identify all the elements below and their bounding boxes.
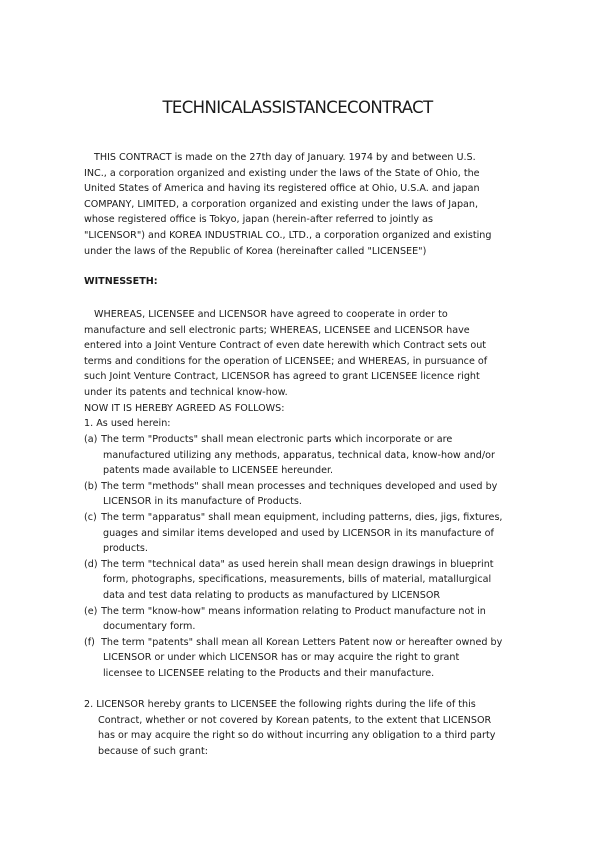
definition-e-mark: (e)	[84, 605, 98, 617]
whereas-line: terms and conditions for the operation of LICENSEE; and WHEREAS, in pursuance of	[84, 355, 488, 367]
definition-c-mark: (c)	[84, 511, 97, 523]
definition-d-mark: (d)	[84, 558, 98, 570]
definition-d-line	[84, 557, 503, 573]
intro-line: INC., a corporation organized and existing under the laws of the State of Ohio, the	[84, 167, 480, 179]
intro-line: under the laws of the Republic of Korea (hereinafter called "LICENSEE")	[84, 245, 427, 257]
definition-d-line: data and test data relating to products as manufactured by LICENSOR	[103, 589, 441, 601]
definition-f-line: licensee to LICENSEE relating to the Products and their manufacture.	[103, 667, 435, 679]
clause-2-line: Contract, whether or not covered by Korean patents, to the extent that LICENSOR	[98, 714, 492, 726]
intro-line: THIS CONTRACT is made on the 27th day of January. 1974 by and between U.S.	[94, 152, 476, 163]
clause-2-paragraph	[84, 697, 495, 759]
whereas-line: such Joint Venture Contract, LICENSOR has agreed to grant LICENSEE licence right	[84, 371, 480, 383]
definition-c-line: products.	[103, 543, 148, 555]
witnesseth-heading: WITNESSETH:	[84, 276, 158, 287]
definition-f-text: The term "patents" shall mean all Korean Letters Patent now or hereafter owned by	[101, 636, 503, 648]
intro-paragraph	[84, 150, 491, 259]
intro-line: United States of America and having its registered office at Ohio, U.S.A. and japan	[84, 183, 480, 195]
definition-a-mark: (a)	[84, 434, 98, 445]
definition-f-line	[84, 635, 503, 651]
definition-b-mark: (b)	[84, 480, 98, 492]
page-title: TECHNICALASSISTANCECONTRACT	[162, 98, 433, 117]
definition-c-text: The term "apparatus" shall mean equipment, including patterns, dies, jigs, fixtures,	[101, 511, 503, 523]
definition-f-mark: (f)	[84, 636, 95, 648]
definition-d-text: The term "technical data" as used herein shall mean design drawings in blueprint	[101, 558, 494, 570]
intro-line: whose registered office is Tokyo, japan (herein-after referred to jointly as	[84, 214, 434, 226]
definition-a-line: patents made available to LICENSEE hereunder.	[103, 465, 334, 477]
definitions-list	[84, 432, 503, 682]
definition-e-text: The term "know-how" means information relating to Product manufacture not in	[101, 605, 486, 617]
agreed-line: NOW IT IS HEREBY AGREED AS FOLLOWS:	[84, 402, 285, 414]
whereas-line: manufacture and sell electronic parts; WHEREAS, LICENSEE and LICENSOR have	[84, 324, 470, 336]
definition-f-line: LICENSOR or under which LICENSOR has or may acquire the right to grant	[103, 652, 460, 664]
whereas-line: under its patents and technical know-how.	[84, 386, 288, 398]
clause-2-line: has or may acquire the right so do without incurring any obligation to a third party	[98, 730, 496, 742]
clause-1-line: 1. As used herein:	[84, 418, 171, 430]
definition-a-text: The term "Products" shall mean electronic parts which incorporate or are	[101, 434, 453, 445]
definition-a-line: manufactured utilizing any methods, apparatus, technical data, know-how and/or	[103, 449, 495, 461]
definition-a-line	[84, 432, 503, 448]
definition-b-line: LICENSOR in its manufacture of Products.	[103, 496, 302, 508]
definition-b-text: The term "methods" shall mean processes and techniques developed and used by	[101, 480, 498, 492]
whereas-paragraph	[84, 307, 487, 432]
definition-c-line	[84, 510, 503, 526]
clause-2-line: 2. LICENSOR hereby grants to LICENSEE the following rights during the life of this	[84, 699, 476, 710]
definition-b-line	[84, 479, 503, 495]
whereas-line: entered into a Joint Venture Contract of even date herewith which Contract sets out	[84, 340, 487, 352]
definition-e-line	[84, 604, 503, 620]
intro-line: "LICENSOR") and KOREA INDUSTRIAL CO., LTD., a corporation organized and existing	[84, 229, 492, 241]
intro-line: COMPANY, LIMITED, a corporation organized and existing under the laws of Japan,	[84, 198, 479, 210]
definition-d-line: form, photographs, specifications, measurements, bills of material, matallurgical	[103, 574, 492, 586]
definition-c-line: guages and similar items developed and used by LICENSOR in its manufacture of	[103, 527, 494, 539]
definition-e-line: documentary form.	[103, 621, 196, 633]
whereas-line: WHEREAS, LICENSEE and LICENSOR have agreed to cooperate in order to	[94, 309, 448, 320]
clause-2-line: because of such grant:	[98, 745, 208, 757]
